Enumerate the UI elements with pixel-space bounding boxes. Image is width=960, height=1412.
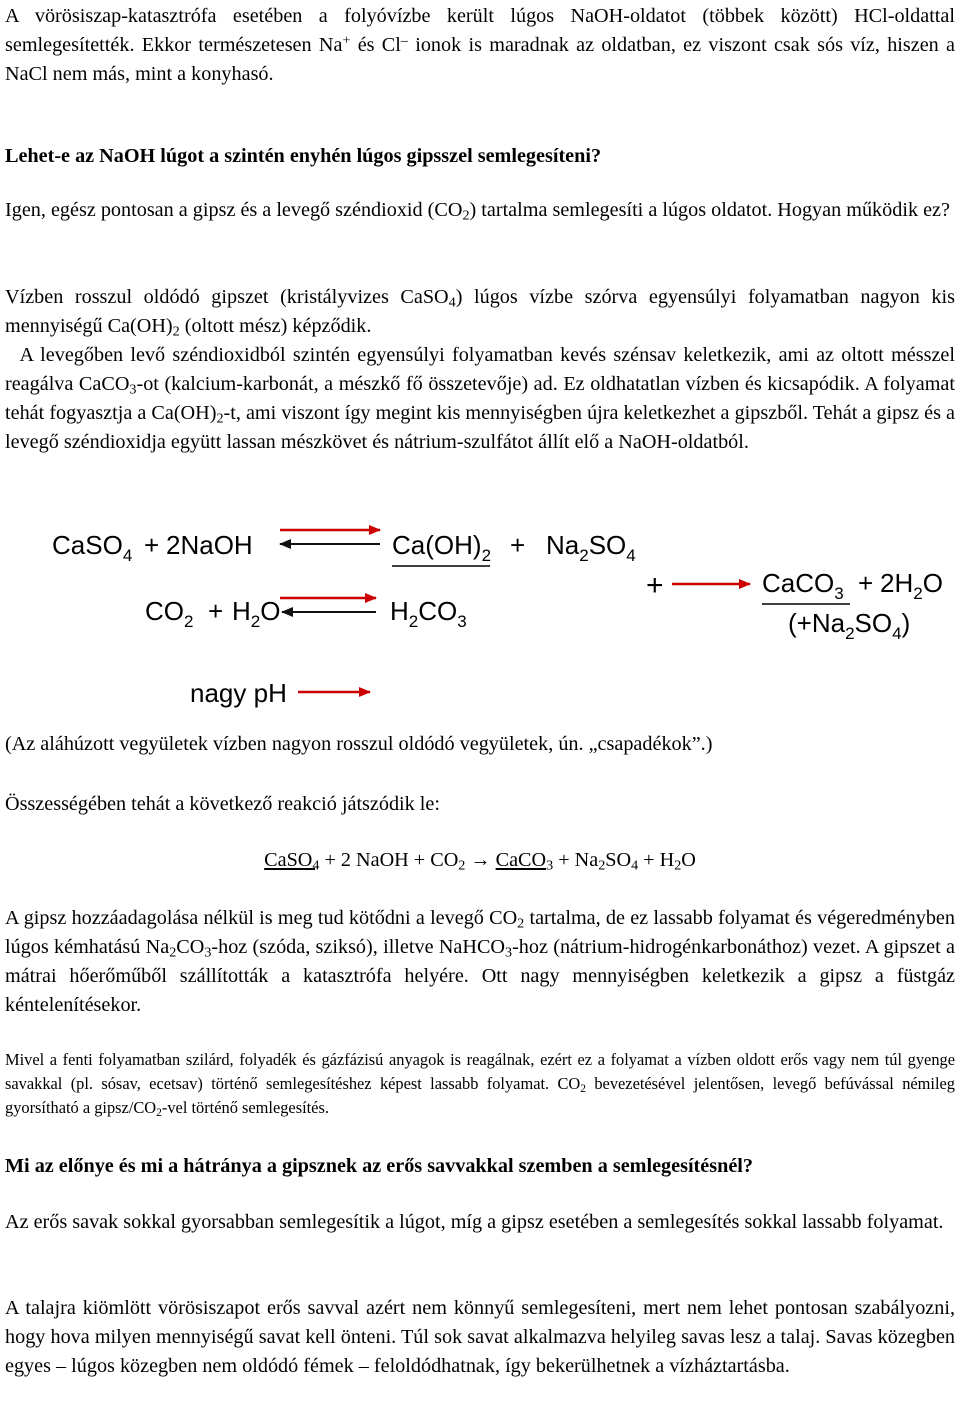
subscript: 3 <box>505 944 513 961</box>
plus-sign: + <box>510 530 526 560</box>
paragraph-answer-1 <box>5 196 955 225</box>
text: SO <box>605 849 632 871</box>
subscript: 4 <box>448 294 456 311</box>
text: ) lúgos vízbe szórva egyensúlyi folyamatban nagyon kis mennyiségű Ca(OH) <box>5 286 955 337</box>
text: Mivel a fenti folyamatban szilárd, folyadék és gázfázisú anyagok is reagálnak, ezért ez a folyamat a vízben oldott erős vagy nem túl gyenge savakkal (pl. sósav, ecetsav) történő semlegesítéshez képest lassabb folyamat. CO <box>5 1050 955 1093</box>
text: -ot (kalcium-karbonát, a mészkő fő összetevője) ad. Ez oldhatatlan vízben és kicsapódik. A folyamat tehát fogyasztja a Ca(OH) <box>5 373 955 424</box>
text: + H <box>638 849 675 871</box>
text: A vörösiszap-katasztrófa esetében a folyóvízbe került lúgos NaOH-oldatot (többek között) HCl-oldattal semlegesítették. Ekkor természetesen Na <box>5 5 955 56</box>
text: ionok is maradnak az oldatban, ez viszont csak sós víz, hiszen a NaCl nem más, mint a konyhasó. <box>5 34 956 85</box>
text: Igen, egész pontosan a gipsz és a levegő széndioxid (CO <box>5 199 463 221</box>
question-2: Mi az előnye és mi a hátránya a gipsznek az erős savvakkal szemben a semlegesítésnél? <box>5 1155 753 1177</box>
subscript: 4 <box>631 857 639 874</box>
reactant-caso4: CaSO$_4$ <box>264 849 320 874</box>
formula-co2: $CO_2$ <box>145 596 194 631</box>
text: ) tartalma semlegesíti a lúgos oldatot. Hogyan működik ez? <box>469 199 950 221</box>
text: -t, ami viszont így megint kis mennyiségben újra keletkezhet a gipszből. Tehát a gipsz és a levegő széndioxidja együtt lassan mészkövet és nátrium-szulfátot állít elő a NaOH-oldatból. <box>5 402 955 453</box>
plus-sign: + <box>646 569 664 602</box>
formula-2h2o: $2H_2O$ <box>880 568 943 603</box>
reaction-arrow: → <box>465 849 496 871</box>
superscript: + <box>342 32 351 49</box>
product-caco3: CaCO$_3$ <box>495 849 554 874</box>
text: + Na <box>553 849 599 871</box>
text: A levegőben levő széndioxidból szintén egyensúlyi folyamatban kevés szénsav keletkezik, ami az oltott mésszel reagálva CaCO <box>5 344 955 395</box>
text: bevezetésével jelentősen, levegő befúvással némileg gyorsítható a gipsz/CO <box>5 1074 955 1117</box>
subscript: 2 <box>169 944 177 961</box>
subscript: 2 <box>216 410 224 427</box>
reaction-diagram <box>40 520 960 720</box>
text: -hoz (szóda, sziksó), illetve NaHCO <box>211 936 505 958</box>
formula-h2o: $H_2O$ <box>232 596 281 631</box>
text: -vel történő semlegesítés. <box>161 1098 329 1117</box>
formula-na2so4-byproduct: $(+Na_2SO_4)$ <box>788 608 911 643</box>
paragraph-answer-2: Az erős savak sokkal gyorsabban semlegesítik a lúgot, míg a gipsz esetében a semlegesítés sokkal lassabb folyamat. <box>5 1211 944 1233</box>
formula-caco3: CaCO$_3$ <box>762 568 844 603</box>
formula-h2co3: $H_2CO_3$ <box>390 596 467 631</box>
note-precipitates: (Az aláhúzott vegyületek vízben nagyon rosszul oldódó vegyületek, ún. „csapadékok”.) <box>5 733 713 755</box>
superscript: – <box>400 32 408 49</box>
formula-na2so4: $Na_2SO_4$ <box>546 530 636 565</box>
subscript: 3 <box>129 381 137 398</box>
subscript: 2 <box>462 207 470 224</box>
text: tartalma, de ez lassabb folyamat és végeredményben lúgos kémhatású Na <box>5 907 955 958</box>
formula-caso4: CaSO$_4$ <box>52 530 133 565</box>
text: CO <box>176 936 205 958</box>
text: -hoz (nátrium-hidrogénkarbonáthoz) vezet. A gipszet a mátrai hőerőműből szállították a katasztrófa helyére. Ott nagy mennyiségben keletkezik a gipsz a füstgáz kéntelenítésekor. <box>5 936 956 1016</box>
summary-intro: Összességében tehát a következő reakció játszódik le: <box>5 793 440 815</box>
text: O <box>681 849 696 871</box>
subscript: 2 <box>458 857 466 874</box>
subscript: 3 <box>204 944 212 961</box>
paragraph-kinetics <box>5 1048 955 1120</box>
plus-sign: + <box>858 568 874 598</box>
text: (oltott mész) képződik. <box>179 315 372 337</box>
overall-equation <box>5 846 955 875</box>
formula-2naoh: 2NaOH <box>166 530 253 560</box>
subscript: 2 <box>156 1106 162 1119</box>
paragraph-soil: A talajra kiömlött vörösiszapot erős savval azért nem könnyű semlegesíteni, mert nem lehet pontosan szabályozni, hogy hova milyen mennyiségű savat kell önteni. Túl sok savat alkalmazva helyileg savas lesz a talaj. Savas közegben egyes – lúgos közegben nem oldódó fémek – feloldódhatnak, így bekerülhetnek a vízháztartásba. <box>5 1297 955 1377</box>
plus-sign: + <box>208 596 224 626</box>
text: és Cl <box>350 34 401 56</box>
formula-caoh2: $Ca(OH)_2$ <box>392 530 492 565</box>
text: + 2 NaOH + CO <box>319 849 459 871</box>
question-1: Lehet-e az NaOH lúgot a szintén enyhén lúgos gipsszel semlegesíteni? <box>5 145 602 167</box>
plus-sign: + <box>144 530 160 560</box>
text: Vízben rosszul oldódó gipszet (kristályvizes CaSO <box>5 286 449 308</box>
subscript: 2 <box>598 857 606 874</box>
subscript: 2 <box>674 857 682 874</box>
paragraph-co2 <box>5 904 955 1020</box>
subscript: 2 <box>580 1082 586 1095</box>
label-high-ph: nagy pH <box>190 678 287 708</box>
text: A gipsz hozzáadagolása nélkül is meg tud kötődni a levegő CO <box>5 907 518 929</box>
subscript: 2 <box>172 323 180 340</box>
subscript: 2 <box>517 915 525 932</box>
paragraph-intro <box>5 2 955 89</box>
paragraph-mechanism <box>5 283 955 457</box>
